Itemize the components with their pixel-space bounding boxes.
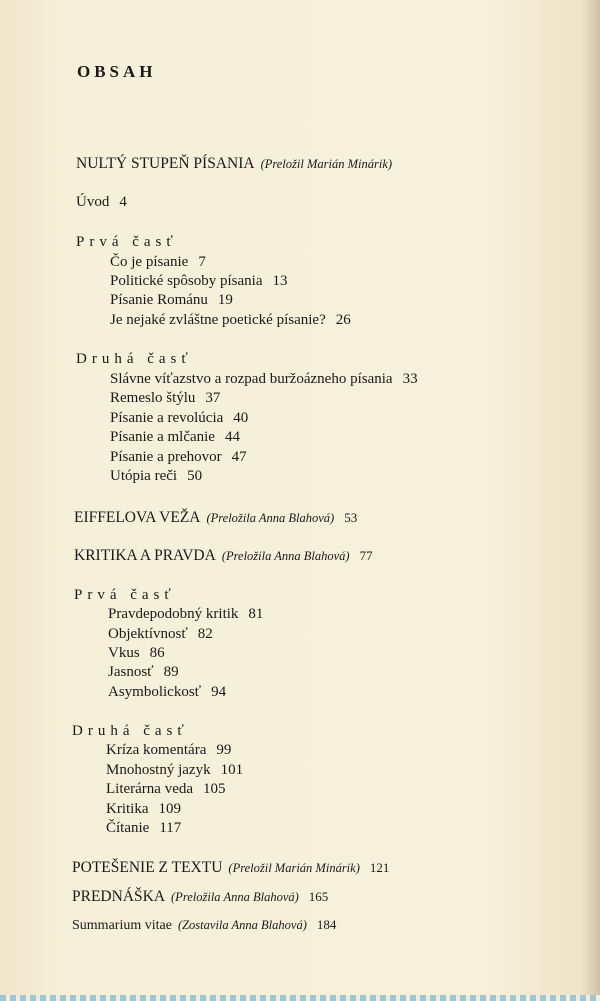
toc-entry (110, 410, 248, 427)
contents-heading: OBSAH (77, 62, 157, 81)
entry-title: POTEŠENIE Z TEXTU (72, 859, 223, 876)
entry-title: Slávne víťazstvo a rozpad buržoázneho písania (110, 371, 393, 387)
entry-page: 89 (163, 664, 179, 680)
entry-title: Písanie a mlčanie (110, 429, 215, 445)
entry-page: 4 (119, 194, 127, 210)
entry-page: 81 (248, 606, 264, 622)
toc-entry (110, 449, 247, 466)
entry-translator: (Preložil Marián Minárik) (260, 157, 393, 171)
entry-title: KRITIKA A PRAVDA (74, 547, 216, 564)
entry-title: Kritika (106, 801, 149, 817)
toc-entry-potesenie-z-textu (72, 859, 389, 877)
toc-entry (108, 684, 226, 701)
entry-page: 26 (335, 312, 351, 328)
entry-title: Čítanie (106, 820, 150, 836)
entry-page: 19 (217, 292, 233, 308)
entry-page: 109 (158, 801, 181, 817)
toc-entry (110, 273, 288, 290)
entry-page: 105 (203, 781, 226, 797)
toc-entry-uvod (76, 194, 127, 211)
toc-entry (106, 781, 226, 798)
toc-entry (110, 429, 240, 446)
entry-page: 94 (211, 684, 227, 700)
toc-entry-summarium-vitae (72, 917, 336, 934)
entry-translator: (Zostavila Anna Blahová) (177, 918, 307, 932)
toc-entry (108, 645, 165, 662)
entry-title: Summarium vitae (72, 918, 172, 933)
toc-entry (110, 254, 206, 271)
toc-entry (110, 468, 202, 485)
toc-entry-prednaska (72, 888, 328, 906)
toc-entry-nulty-stupen (76, 155, 392, 173)
toc-entry (110, 390, 220, 407)
entry-page: 47 (231, 449, 247, 465)
page-edge-shadow (582, 0, 600, 1001)
entry-title: Objektívnosť (108, 626, 188, 642)
entry-page: 99 (216, 742, 232, 758)
entry-title: Mnohostný jazyk (106, 762, 211, 778)
page-bottom-edge (0, 995, 600, 1001)
entry-title: Utópia reči (110, 468, 178, 484)
entry-title: Vkus (108, 645, 140, 661)
entry-title: Remeslo štýlu (110, 390, 196, 406)
toc-entry (110, 292, 233, 309)
toc-entry (106, 762, 243, 779)
entry-title: Literárna veda (106, 781, 194, 797)
toc-entry (108, 664, 179, 681)
part-heading: Prvá časť (74, 587, 176, 603)
entry-title: Jasnosť (108, 664, 154, 680)
toc-entry (110, 312, 351, 329)
entry-page: 77 (359, 548, 373, 563)
toc-entry (110, 371, 418, 388)
entry-translator: (Preložil Marián Minárik) (228, 861, 360, 875)
entry-page: 53 (344, 510, 358, 525)
part-heading: Prvá časť (76, 234, 178, 250)
entry-page: 82 (197, 626, 213, 642)
entry-title: Čo je písanie (110, 254, 189, 270)
part-heading: Druhá časť (76, 351, 193, 367)
entry-title: EIFFELOVA VEŽA (74, 509, 201, 526)
entry-page: 7 (198, 254, 206, 270)
entry-title: Písanie Románu (110, 292, 208, 308)
entry-title: Je nejaké zvláštne poetické písanie? (110, 312, 326, 328)
toc-entry (106, 820, 181, 837)
entry-translator: (Preložila Anna Blahová) (221, 549, 350, 563)
toc-entry-kritika-a-pravda (74, 547, 373, 565)
entry-title: NULTÝ STUPEŇ PÍSANIA (76, 155, 255, 172)
entry-page: 121 (369, 860, 390, 875)
entry-page: 86 (149, 645, 165, 661)
entry-page: 184 (316, 917, 337, 932)
part-heading: Druhá časť (72, 723, 189, 739)
entry-title: Pravdepodobný kritik (108, 606, 239, 622)
entry-title: Úvod (76, 194, 110, 210)
entry-page: 37 (205, 390, 221, 406)
entry-page: 165 (308, 889, 329, 904)
entry-title: PREDNÁŠKA (72, 888, 166, 905)
toc-entry (108, 606, 263, 623)
entry-title: Politické spôsoby písania (110, 273, 263, 289)
entry-title: Písanie a prehovor (110, 449, 222, 465)
entry-translator: (Preložila Anna Blahová) (206, 511, 335, 525)
entry-page: 117 (159, 820, 182, 836)
entry-title: Asymbolickosť (108, 684, 202, 700)
toc-entry (108, 626, 213, 643)
toc-entry-eiffelova-veza (74, 509, 357, 527)
entry-page: 101 (220, 762, 244, 778)
entry-page: 40 (233, 410, 249, 426)
entry-page: 33 (402, 371, 418, 387)
entry-page: 44 (224, 429, 240, 445)
toc-entry (106, 801, 181, 818)
entry-page: 50 (187, 468, 203, 484)
toc-entry (106, 742, 231, 759)
entry-title: Kríza komentára (106, 742, 207, 758)
entry-title: Písanie a revolúcia (110, 410, 224, 426)
entry-page: 13 (272, 273, 288, 289)
entry-translator: (Preložila Anna Blahová) (171, 890, 299, 904)
